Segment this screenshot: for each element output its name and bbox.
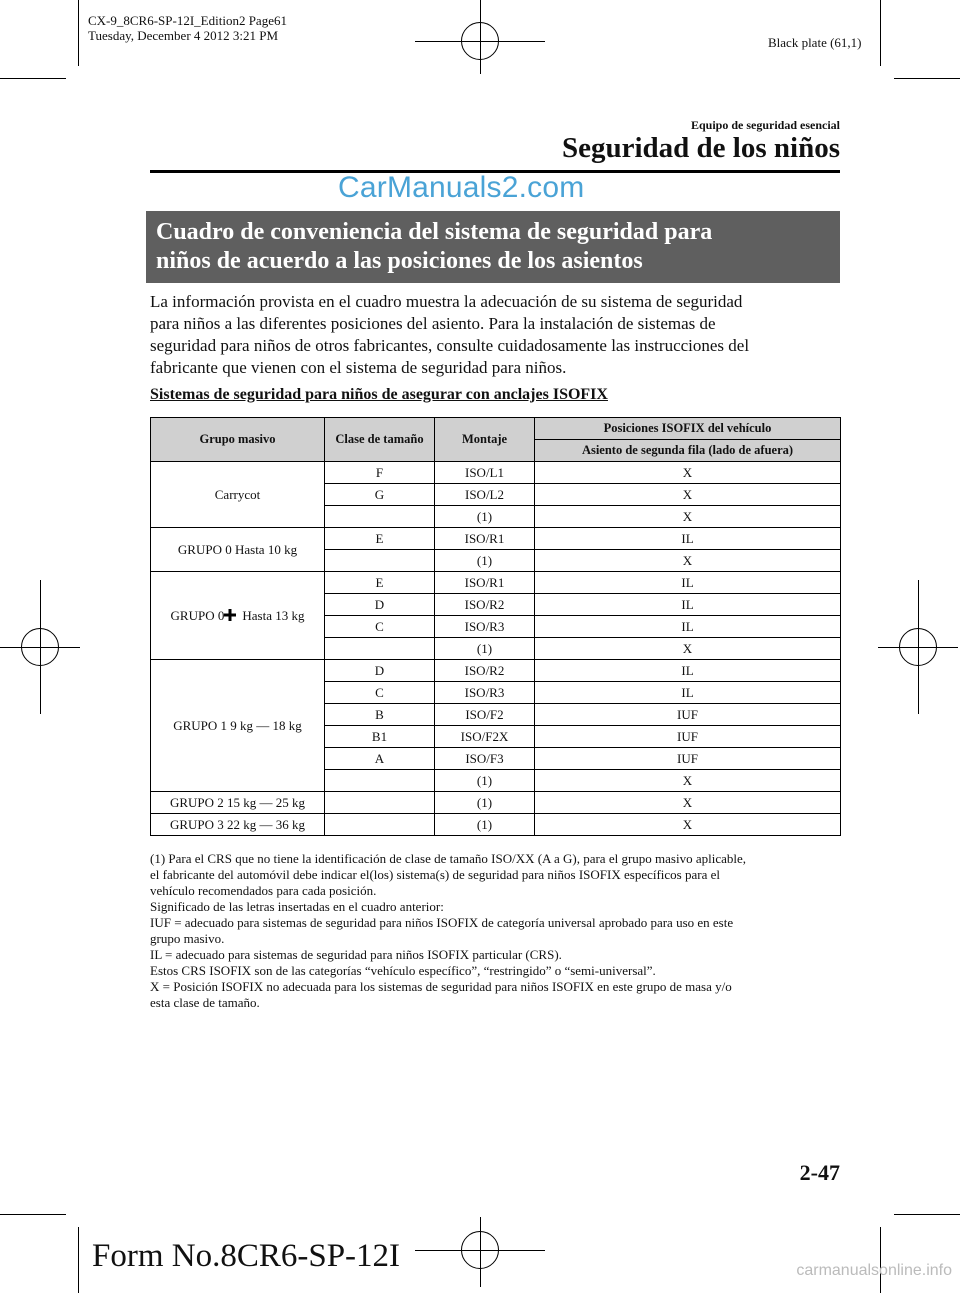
fixture-cell: (1) — [435, 506, 535, 528]
position-cell: X — [535, 814, 841, 836]
position-cell: IL — [535, 528, 841, 550]
size-class-cell — [325, 770, 435, 792]
fixture-cell: ISO/F2X — [435, 726, 535, 748]
table-row — [151, 814, 841, 836]
header-positions: Posiciones ISOFIX del vehículo — [535, 418, 841, 440]
fixture-cell: ISO/R3 — [435, 616, 535, 638]
position-cell: X — [535, 638, 841, 660]
position-cell: X — [535, 462, 841, 484]
plus-icon — [224, 609, 236, 624]
size-class-cell: F — [325, 462, 435, 484]
position-cell: X — [535, 506, 841, 528]
size-class-cell: E — [325, 572, 435, 594]
position-cell: X — [535, 770, 841, 792]
size-class-cell: A — [325, 748, 435, 770]
note-line: IUF = adecuado para sistemas de seguridad para niños ISOFIX de categoría universal aprobado para uso en este — [150, 915, 734, 930]
banner-line-2: niños de acuerdo a las posiciones de los asientos — [156, 248, 643, 274]
note-line: el fabricante del automóvil debe indicar el(los) sistema(s) de seguridad para niños ISOFIX específicos para el — [150, 867, 720, 882]
size-class-cell: G — [325, 484, 435, 506]
note-line: (1) Para el CRS que no tiene la identificación de clase de tamaño ISO/XX (A a G), para el grupo masivo aplicable, — [150, 851, 747, 866]
size-class-cell: E — [325, 528, 435, 550]
position-cell: IUF — [535, 726, 841, 748]
page-number: 2-47 — [799, 1160, 840, 1185]
size-class-cell: D — [325, 594, 435, 616]
fixture-cell: (1) — [435, 792, 535, 814]
position-cell: IL — [535, 572, 841, 594]
registration-mark-top — [447, 8, 513, 74]
position-cell: X — [535, 550, 841, 572]
watermark-logo: CarManuals2.com — [338, 171, 585, 204]
fixture-cell: ISO/L2 — [435, 484, 535, 506]
chapter-title: Seguridad de los niños — [561, 132, 840, 164]
fixture-cell: (1) — [435, 550, 535, 572]
note-line: esta clase de tamaño. — [150, 995, 260, 1010]
fixture-cell: ISO/R2 — [435, 594, 535, 616]
fixture-cell: ISO/R1 — [435, 572, 535, 594]
group-cell: GRUPO 0 Hasta 10 kg — [151, 528, 325, 572]
note-line: grupo masivo. — [150, 931, 225, 946]
note-line: X = Posición ISOFIX no adecuada para los sistemas de seguridad para niños ISOFIX en este grupo de masa y/o — [150, 979, 732, 994]
group-cell — [151, 572, 325, 660]
size-class-cell — [325, 814, 435, 836]
size-class-cell: C — [325, 616, 435, 638]
footer-site: carmanualsonline.info — [796, 1262, 952, 1279]
intro-line: seguridad para niños de otros fabricantes, consulte cuidadosamente las instrucciones del — [150, 336, 750, 355]
size-class-cell: B1 — [325, 726, 435, 748]
header-fixture: Montaje — [435, 418, 535, 462]
table-notes — [150, 851, 840, 1011]
intro-line: fabricante que vienen con el sistema de seguridad para niños. — [150, 358, 567, 377]
fixture-cell: ISO/R2 — [435, 660, 535, 682]
fixture-cell: ISO/L1 — [435, 462, 535, 484]
header-group: Grupo masivo — [151, 418, 325, 462]
intro-line: para niños a las diferentes posiciones del asiento. Para la instalación de sistemas de — [150, 314, 716, 333]
position-cell: IUF — [535, 748, 841, 770]
fixture-cell: (1) — [435, 814, 535, 836]
table-row — [151, 462, 841, 484]
print-job-line-1: CX-9_8CR6-SP-12I_Edition2 Page61 — [88, 13, 287, 28]
position-cell: IL — [535, 594, 841, 616]
size-class-cell — [325, 638, 435, 660]
header-size-class: Clase de tamaño — [325, 418, 435, 462]
group-cell: Carrycot — [151, 462, 325, 528]
group-cell: GRUPO 1 9 kg ― 18 kg — [151, 660, 325, 792]
position-cell: X — [535, 484, 841, 506]
position-cell: IL — [535, 616, 841, 638]
size-class-cell — [325, 550, 435, 572]
size-class-cell — [325, 506, 435, 528]
registration-mark-right — [885, 614, 951, 680]
fixture-cell: ISO/F2 — [435, 704, 535, 726]
black-plate-label: Black plate (61,1) — [768, 35, 862, 50]
size-class-cell: B — [325, 704, 435, 726]
note-line: Estos CRS ISOFIX son de las categorías “vehículo específico”, “restringido” o “semi-universal”. — [150, 963, 656, 978]
note-line: IL = adecuado para sistemas de seguridad para niños ISOFIX particular (CRS). — [150, 947, 562, 962]
table-row — [151, 660, 841, 682]
fixture-cell: ISO/R3 — [435, 682, 535, 704]
fixture-cell: (1) — [435, 770, 535, 792]
form-number: Form No.8CR6-SP-12I — [92, 1238, 401, 1274]
position-cell: IL — [535, 682, 841, 704]
registration-mark-left — [7, 614, 73, 680]
position-cell: IUF — [535, 704, 841, 726]
group-label-suffix: Hasta 13 kg — [242, 607, 305, 623]
size-class-cell — [325, 792, 435, 814]
group-label-prefix: GRUPO 0 — [170, 607, 225, 623]
table-row — [151, 792, 841, 814]
header-second-row: Asiento de segunda fila (lado de afuera) — [535, 440, 841, 462]
size-class-cell: D — [325, 660, 435, 682]
group-cell: GRUPO 3 22 kg ― 36 kg — [151, 814, 325, 836]
print-job-line-2: Tuesday, December 4 2012 3:21 PM — [88, 28, 279, 43]
topic-banner — [146, 211, 840, 283]
banner-line-1: Cuadro de conveniencia del sistema de seguridad para — [156, 219, 713, 245]
section-title: Equipo de seguridad esencial — [690, 118, 840, 132]
group-cell: GRUPO 2 15 kg ― 25 kg — [151, 792, 325, 814]
note-line: vehículo recomendados para cada posición. — [150, 883, 377, 898]
registration-mark-bottom — [447, 1217, 513, 1283]
isofix-table — [150, 417, 841, 836]
fixture-cell: (1) — [435, 638, 535, 660]
fixture-cell: ISO/R1 — [435, 528, 535, 550]
position-cell: IL — [535, 660, 841, 682]
intro-line: La información provista en el cuadro muestra la adecuación de su sistema de seguridad — [150, 292, 743, 311]
intro-paragraph — [150, 291, 840, 379]
table-row — [151, 528, 841, 550]
table-row — [151, 572, 841, 594]
isofix-subheading: Sistemas de seguridad para niños de asegurar con anclajes ISOFIX — [150, 386, 608, 403]
position-cell: X — [535, 792, 841, 814]
fixture-cell: ISO/F3 — [435, 748, 535, 770]
note-line: Significado de las letras insertadas en el cuadro anterior: — [150, 899, 444, 914]
table-body — [151, 462, 841, 836]
size-class-cell: C — [325, 682, 435, 704]
